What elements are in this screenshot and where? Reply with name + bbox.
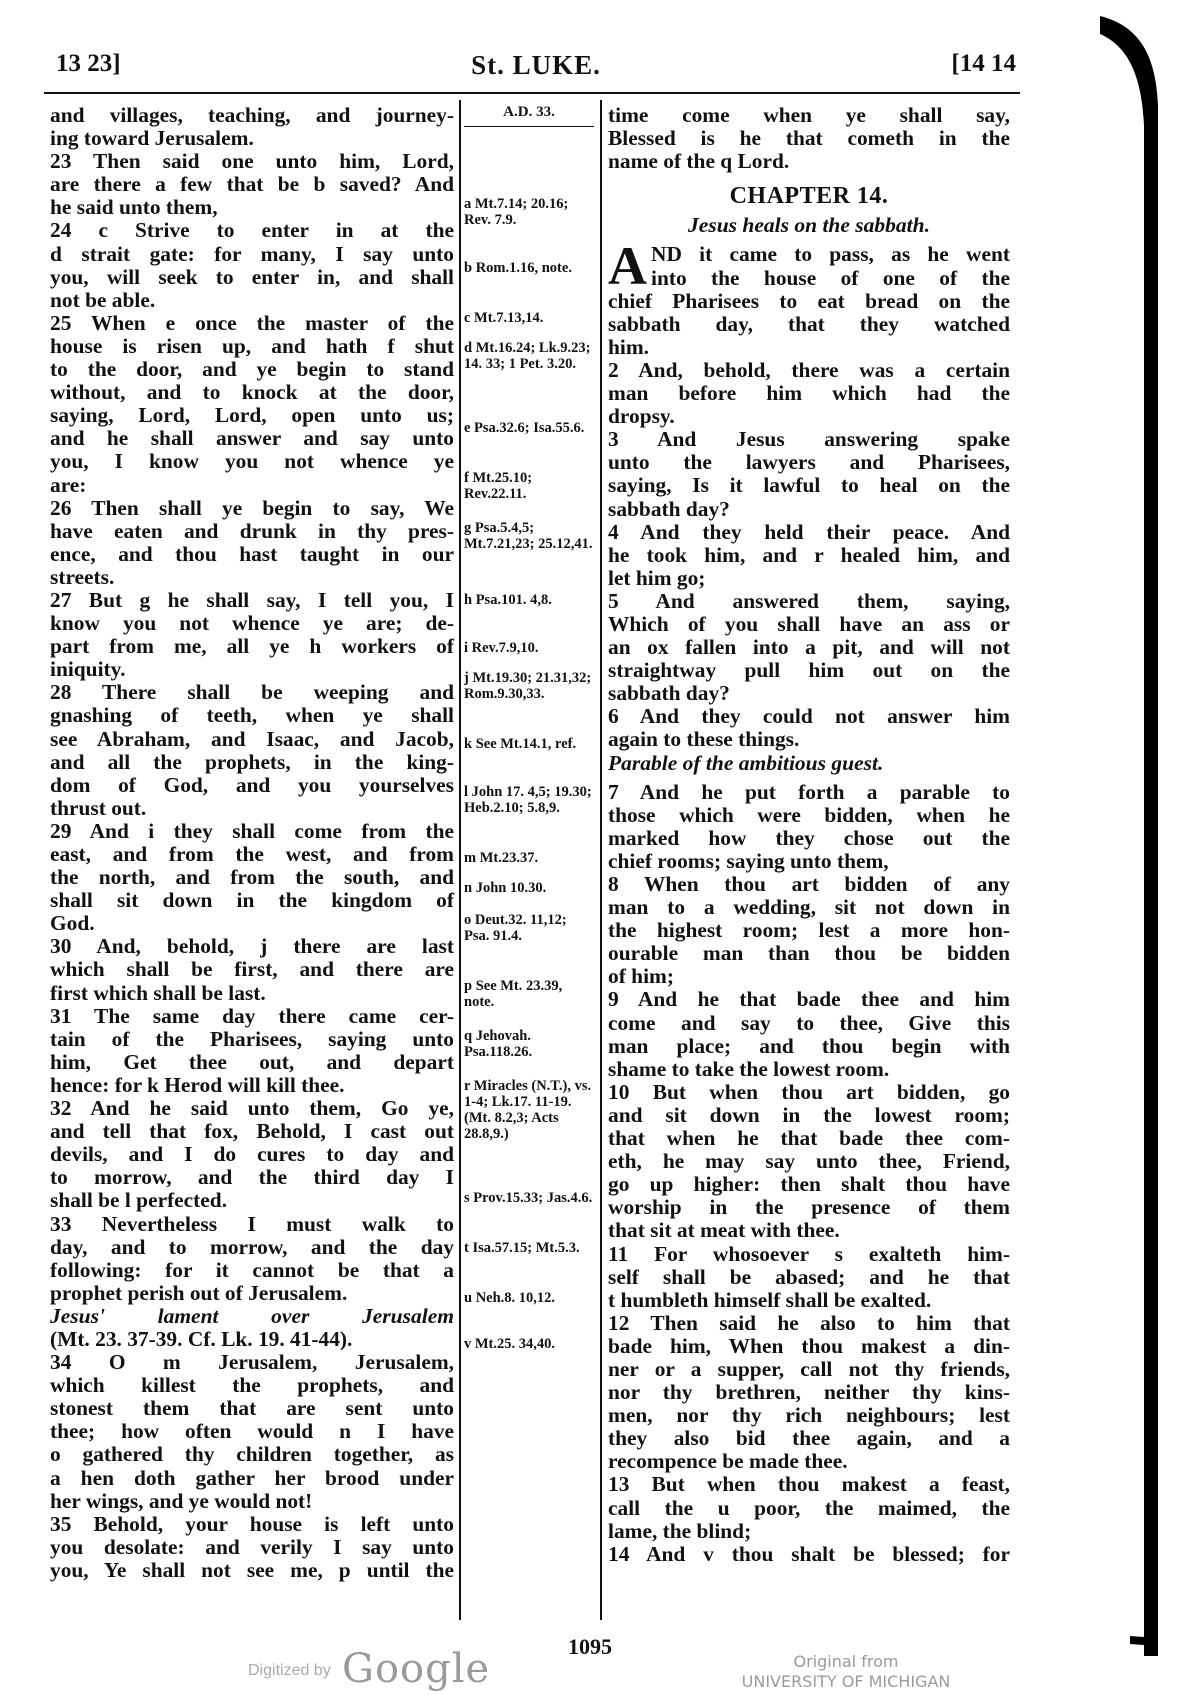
text-line: shall sit down in the kingdom of	[50, 888, 454, 913]
text-line: see Abraham, and Isaac, and Jacob,	[50, 726, 454, 751]
margin-note: l John 17. 4,5; 19.30; Heb.2.10; 5.8,9.	[464, 784, 592, 816]
header-left-ref: 13 23]	[56, 50, 121, 77]
chapter-heading: CHAPTER 14.	[729, 183, 889, 210]
text-line: prophet perish out of Jerusalem.	[50, 1280, 348, 1305]
text-line: stonest them that are sent unto	[50, 1396, 454, 1421]
margin-note: j Mt.19.30; 21.31,32; Rom.9.30,33.	[464, 670, 592, 702]
text-line: sabbath day?	[608, 496, 730, 521]
text-line: not be able.	[50, 287, 156, 312]
text-line: name of the q Lord.	[608, 149, 790, 174]
text-line: which killest the prophets, and	[50, 1373, 454, 1398]
text-line: are:	[50, 472, 87, 497]
text-line: come and say to thee, Give this	[608, 1010, 1010, 1035]
text-line: without, and to knock at the door,	[50, 380, 454, 405]
text-line: 33 Nevertheless I must walk to	[50, 1211, 454, 1236]
margin-note: a Mt.7.14; 20.16; Rev. 7.9.	[464, 196, 569, 228]
section-subheading: (Mt. 23. 37-39. Cf. Lk. 19. 41-44).	[50, 1326, 353, 1351]
text-line: day, and to morrow, and the day	[50, 1234, 454, 1259]
right-verses	[608, 290, 1010, 752]
text-line: time come when ye shall say,	[608, 103, 1010, 127]
text-line: sabbath day, that they watched	[608, 311, 1010, 336]
text-line: tain of the Pharisees, saying unto	[50, 1026, 454, 1051]
margin-note: h Psa.101. 4,8.	[464, 592, 552, 608]
drop-cap: A	[608, 236, 647, 297]
text-line: her wings, and ye would not!	[50, 1488, 313, 1513]
text-line: you, will seek to enter in, and shall	[50, 264, 454, 289]
margin-note: f Mt.25.10; Rev.22.11.	[464, 470, 533, 502]
text-line: eth, he may say unto thee, Friend,	[608, 1149, 1010, 1174]
page-curl-shadow	[1100, 16, 1160, 1666]
page-number: 1095	[568, 1634, 612, 1659]
text-line: God.	[50, 911, 95, 936]
text-line: t humbleth himself shall be exalted.	[608, 1287, 932, 1312]
text-line: shame to take the lowest room.	[608, 1056, 890, 1081]
text-line: the highest room; lest a more hon-	[608, 918, 1010, 943]
text-line: 6 And they could not answer him	[608, 704, 1010, 729]
text-line: him, Get thee out, and depart	[50, 1049, 454, 1074]
left-verses	[50, 104, 454, 1305]
text-line: chief Pharisees to eat bread on the	[608, 288, 1010, 313]
text-line: 14 And v thou shalt be blessed; for	[608, 1541, 1010, 1566]
university-label: UNIVERSITY OF MICHIGAN	[741, 1672, 951, 1691]
text-line: Blessed is he that cometh in the	[608, 126, 1010, 151]
margin-note: r Miracles (N.T.), vs. 1-4; Lk.17. 11-19. (Mt. 8.2,3; Acts 28.8,9.)	[464, 1078, 592, 1142]
text-line: 9 And he that bade thee and him	[608, 987, 1010, 1012]
margin-date: A.D. 33.	[464, 104, 594, 127]
margin-note: b Rom.1.16, note.	[464, 260, 572, 276]
margin-note: e Psa.32.6; Isa.55.6.	[464, 420, 585, 436]
text-line: which shall be first, and there are	[50, 957, 454, 982]
text-line: o gathered thy children together, as	[50, 1442, 454, 1467]
text-line: 26 Then shall ye begin to say, We	[50, 495, 454, 520]
text-line: east, and from the west, and from	[50, 842, 454, 866]
text-line: worship in the presence of them	[608, 1195, 1010, 1220]
text-line: thee; how often would n I have	[50, 1419, 454, 1444]
text-line: and all the prophets, in the king-	[50, 749, 454, 774]
margin-references	[464, 104, 594, 1352]
column-rule-left	[459, 100, 461, 1620]
text-line: 8 When thou art bidden of any	[608, 872, 1010, 896]
text-line: chief rooms; saying unto them,	[608, 848, 889, 873]
text-line: an ox fallen into a pit, and will not	[608, 635, 1010, 660]
margin-note: v Mt.25. 34,40.	[464, 1336, 556, 1352]
section-heading: Parable of the ambitious guest.	[608, 750, 884, 775]
text-line: nor thy brethren, neither thy kins-	[608, 1380, 1010, 1405]
text-line: saying, Lord, Lord, open unto us;	[50, 403, 454, 428]
margin-note: o Deut.32. 11,12; Psa. 91.4.	[464, 912, 567, 944]
text-line: straightway pull him out on the	[608, 658, 1010, 683]
text-line: 35 Behold, your house is left unto	[50, 1511, 454, 1536]
text-line: have eaten and drunk in thy pres-	[50, 518, 454, 543]
margin-note: t Isa.57.15; Mt.5.3.	[464, 1240, 580, 1256]
text-line: they also bid thee again, and a	[608, 1426, 1010, 1451]
text-line: dropsy.	[608, 404, 675, 429]
text-line: first which shall be last.	[50, 980, 266, 1005]
margin-note: d Mt.16.24; Lk.9.23; 14. 33; 1 Pet. 3.20.	[464, 340, 591, 372]
text-line: call the u poor, the maimed, the	[608, 1495, 1010, 1520]
text-line: Which of you shall have an ass or	[608, 611, 1010, 636]
text-line: 23 Then said one unto him, Lord,	[50, 149, 454, 174]
text-line: streets.	[50, 564, 115, 589]
text-line: shall be l perfected.	[50, 1188, 228, 1213]
margin-note: c Mt.7.13,14.	[464, 310, 544, 326]
text-line: you, Ye shall not see me, p until the	[50, 1557, 454, 1582]
text-line: recompence be made thee.	[608, 1449, 848, 1474]
text-line: unto the lawyers and Pharisees,	[608, 450, 1010, 475]
text-line: thrust out.	[50, 795, 147, 820]
text-line: men, nor thy rich neighbours; lest	[608, 1403, 1010, 1428]
header-right-ref: [14 14	[951, 50, 1016, 77]
text-line: following: for it cannot be that a	[50, 1257, 454, 1282]
text-line: 10 But when thou art bidden, go	[608, 1079, 1010, 1104]
text-line: 11 For whosoever s exalteth him-	[608, 1241, 1010, 1266]
text-line: 5 And answered them, saying,	[608, 588, 1010, 613]
google-logo: Google	[342, 1646, 491, 1692]
margin-note: g Psa.5.4,5; Mt.7.21,23; 25.12,41.	[464, 520, 593, 552]
right-text-column	[608, 104, 1010, 1566]
header-rule	[44, 92, 1020, 94]
text-line: are there a few that be b saved? And	[50, 172, 454, 197]
text-line: 4 And they held their peace. And	[608, 519, 1010, 544]
text-line: let him go;	[608, 565, 706, 590]
text-line: and villages, teaching, and journey-	[50, 103, 454, 127]
text-line: 2 And, behold, there was a certain	[608, 357, 1010, 382]
text-line: ing toward Jerusalem.	[50, 126, 254, 151]
text-line: man place; and thou begin with	[608, 1033, 1010, 1058]
text-line: to morrow, and the third day I	[50, 1165, 454, 1190]
text-line: devils, and I do cures to day and	[50, 1142, 454, 1167]
text-line: part from me, all ye h workers of	[50, 634, 454, 659]
text-line: dom of God, and you yourselves	[50, 772, 454, 797]
text-line: 27 But g he shall say, I tell you, I	[50, 587, 454, 612]
text-line: and he shall answer and say unto	[50, 426, 454, 451]
text-line: a hen doth gather her brood under	[50, 1465, 454, 1490]
text-line: again to these things.	[608, 727, 800, 752]
text-line: sabbath day?	[608, 681, 730, 706]
text-line: and sit down in the lowest room;	[608, 1102, 1010, 1127]
section-heading: Jesus' lament over Jerusalem	[50, 1303, 454, 1328]
text-line: 24 c Strive to enter in at the	[50, 218, 454, 243]
text-line: into the house of one of the	[651, 265, 1010, 290]
text-line: 31 The same day there came cer-	[50, 1003, 454, 1028]
text-line: of him;	[608, 964, 674, 989]
column-rule-right	[600, 100, 602, 1620]
source-attribution	[726, 1652, 966, 1692]
text-line: and tell that fox, Behold, I cast out	[50, 1119, 454, 1144]
text-line: house is risen up, and hath f shut	[50, 333, 454, 358]
chapter-opening	[608, 236, 1010, 297]
text-line: to the door, and ye begin to stand	[50, 357, 454, 382]
text-line: those which were bidden, when he	[608, 802, 1010, 827]
text-line: 7 And he put forth a parable to	[608, 779, 1010, 804]
text-line: he took him, and r healed him, and	[608, 542, 1010, 567]
text-line: 30 And, behold, j there are last	[50, 934, 454, 959]
text-line: ourable man than thou be bidden	[608, 941, 1010, 966]
text-line: the north, and from the south, and	[50, 865, 454, 890]
text-line: ence, and thou hast taught in our	[50, 541, 454, 566]
text-line: d strait gate: for many, I say unto	[50, 241, 454, 266]
digitized-by-label: Digitized by	[248, 1662, 331, 1679]
margin-note: q Jehovah. Psa.118.26.	[464, 1028, 533, 1060]
text-line: that sit at meat with thee.	[608, 1218, 840, 1243]
text-line: ND it came to pass, as he went	[651, 242, 1010, 267]
margin-note: i Rev.7.9,10.	[464, 640, 539, 656]
text-line: lame, the blind;	[608, 1518, 752, 1543]
text-line: hence: for k Herod will kill thee.	[50, 1072, 345, 1097]
margin-note: u Neh.8. 10,12.	[464, 1290, 556, 1306]
original-from-label: Original from	[793, 1652, 899, 1671]
left-text-column	[50, 104, 454, 1582]
text-line: you desolate: and verily I say unto	[50, 1534, 454, 1559]
text-line: iniquity.	[50, 657, 126, 682]
text-line: you, I know you not whence ye	[50, 449, 454, 474]
text-line: man to a wedding, sit not down in	[608, 895, 1010, 920]
text-line: 29 And i they shall come from the	[50, 818, 454, 843]
text-line: go up higher: then shalt thou have	[608, 1172, 1010, 1197]
text-line: 25 When e once the master of the	[50, 310, 454, 335]
text-line: ner or a supper, call not thy friends,	[608, 1356, 1010, 1381]
right-verses-continued	[608, 781, 1010, 1566]
text-line: gnashing of teeth, when ye shall	[50, 703, 454, 728]
margin-note: s Prov.15.33; Jas.4.6.	[464, 1190, 593, 1206]
text-line: 34 O m Jerusalem, Jerusalem,	[50, 1350, 454, 1375]
text-line: 28 There shall be weeping and	[50, 680, 454, 705]
text-line: 3 And Jesus answering spake	[608, 427, 1010, 452]
text-line: 32 And he said unto them, Go ye,	[50, 1096, 454, 1121]
running-header	[56, 50, 1016, 90]
text-line: 12 Then said he also to him that	[608, 1310, 1010, 1335]
chapter-subheading: Jesus heals on the sabbath.	[688, 213, 930, 238]
book-title: St. LUKE.	[471, 50, 601, 80]
margin-note: m Mt.23.37.	[464, 850, 539, 866]
text-line: that when he that bade thee com-	[608, 1126, 1010, 1151]
left-verses-continued	[50, 1351, 454, 1582]
text-line: him.	[608, 334, 650, 359]
margin-note: k See Mt.14.1, ref.	[464, 736, 577, 752]
margin-note: n John 10.30.	[464, 880, 547, 896]
text-line: saying, Is it lawful to heal on the	[608, 473, 1010, 498]
text-line: know you not whence ye are; de-	[50, 611, 454, 636]
text-line: bade him, When thou makest a din-	[608, 1333, 1010, 1358]
text-line: marked how they chose out the	[608, 825, 1010, 850]
text-line: man before him which had the	[608, 381, 1010, 406]
text-line: 13 But when thou makest a feast,	[608, 1472, 1010, 1497]
text-line: he said unto them,	[50, 195, 218, 220]
margin-note: p See Mt. 23.39, note.	[464, 978, 563, 1010]
text-line: self shall be abased; and he that	[608, 1264, 1010, 1289]
